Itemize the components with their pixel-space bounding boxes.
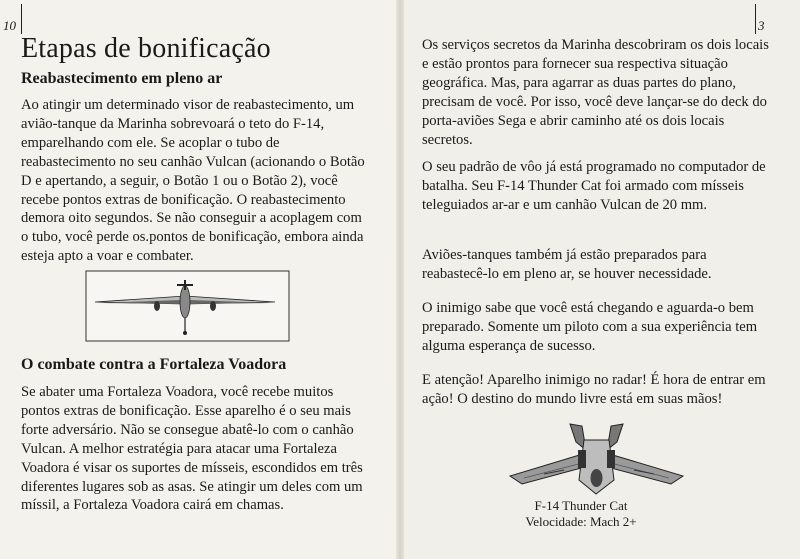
tanker-aircraft-illustration: [85, 270, 290, 342]
caption-aircraft-name: F-14 Thunder Cat: [534, 498, 628, 513]
section-text-refueling: Ao atingir um determinado visor de reabastecimento, um avião-tanque da Marinha sobrevoará o teto do F-14, emparelhando com ele. Se acoplar o tubo de reabastecimento no seu canhão Vulcan (acionando o Botão D e apertando, a seguir, o Botão 1 ou o Botão 2), você recebe pontos extras de bonificação. O reabastecimento demora oito segundos. Se não conseguir a acoplagem com o tubo, você perde os.pontos de bonificação, embora ainda esteja apto a voar e combater.: [21, 97, 365, 265]
paragraph-flight-pattern: O seu padrão de vôo já está programado no computador de batalha. Seu F-14 Thunder Cat foi armado com mísseis teleguiados ar-ar e um canhão Vulcan de 20 mm.: [422, 159, 766, 213]
paragraph-tankers: Aviões-tanques também já estão preparados para reabastecê-lo em pleno ar, se houver necessidade.: [422, 247, 712, 282]
page-number-left: 10: [3, 18, 16, 33]
paragraph-enemy: O inimigo sabe que você está chegando e aguarda-o bem preparado. Somente um piloto com a sua experiência tem alguma esperança de sucesso.: [422, 300, 758, 354]
paragraph-secret-services: Os serviços secretos da Marinha descobriram os dois locais e estão prontos para fornecer sua respectiva situação geográfica. Mas, para agarrar as duas partes do plano, precisam de você. Por isso, você deve lançar-se do deck do porta-aviões Sega e abrir caminho até os dois locais secretos.: [422, 37, 769, 148]
page-number-rule-right: [755, 4, 756, 34]
page-number-rule-left: [21, 4, 22, 34]
section-heading-flying-fortress: O combate contra a Fortaleza Voadora: [21, 356, 287, 373]
paragraph-attention: E atenção! Aparelho inimigo no radar! É hora de entrar em ação! O destino do mundo livre está em suas mãos!: [422, 372, 766, 407]
page-title: Etapas de bonificação: [21, 33, 271, 64]
f14-aircraft-illustration: [504, 420, 689, 498]
caption-aircraft-speed: Velocidade: Mach 2+: [525, 514, 637, 529]
book-gutter: [396, 0, 404, 559]
aircraft-caption: [516, 498, 646, 530]
section-heading-refueling: Reabastecimento em pleno ar: [21, 70, 223, 87]
section-text-flying-fortress: Se abater uma Fortaleza Voadora, você recebe muitos pontos extras de bonificação. Esse aparelho é o seu mais forte adversário. Não se consegue abatê-lo com o canhão Vulcan. A melhor estratégia para atacar uma Fortaleza Voadora é visar os suportes de mísseis, escondidos em três diferentes lugares sob as asas. Se atingir um deles com um míssil, a Fortaleza Voadora cairá em chamas.: [21, 384, 363, 514]
page-number-right: 3: [758, 18, 765, 33]
